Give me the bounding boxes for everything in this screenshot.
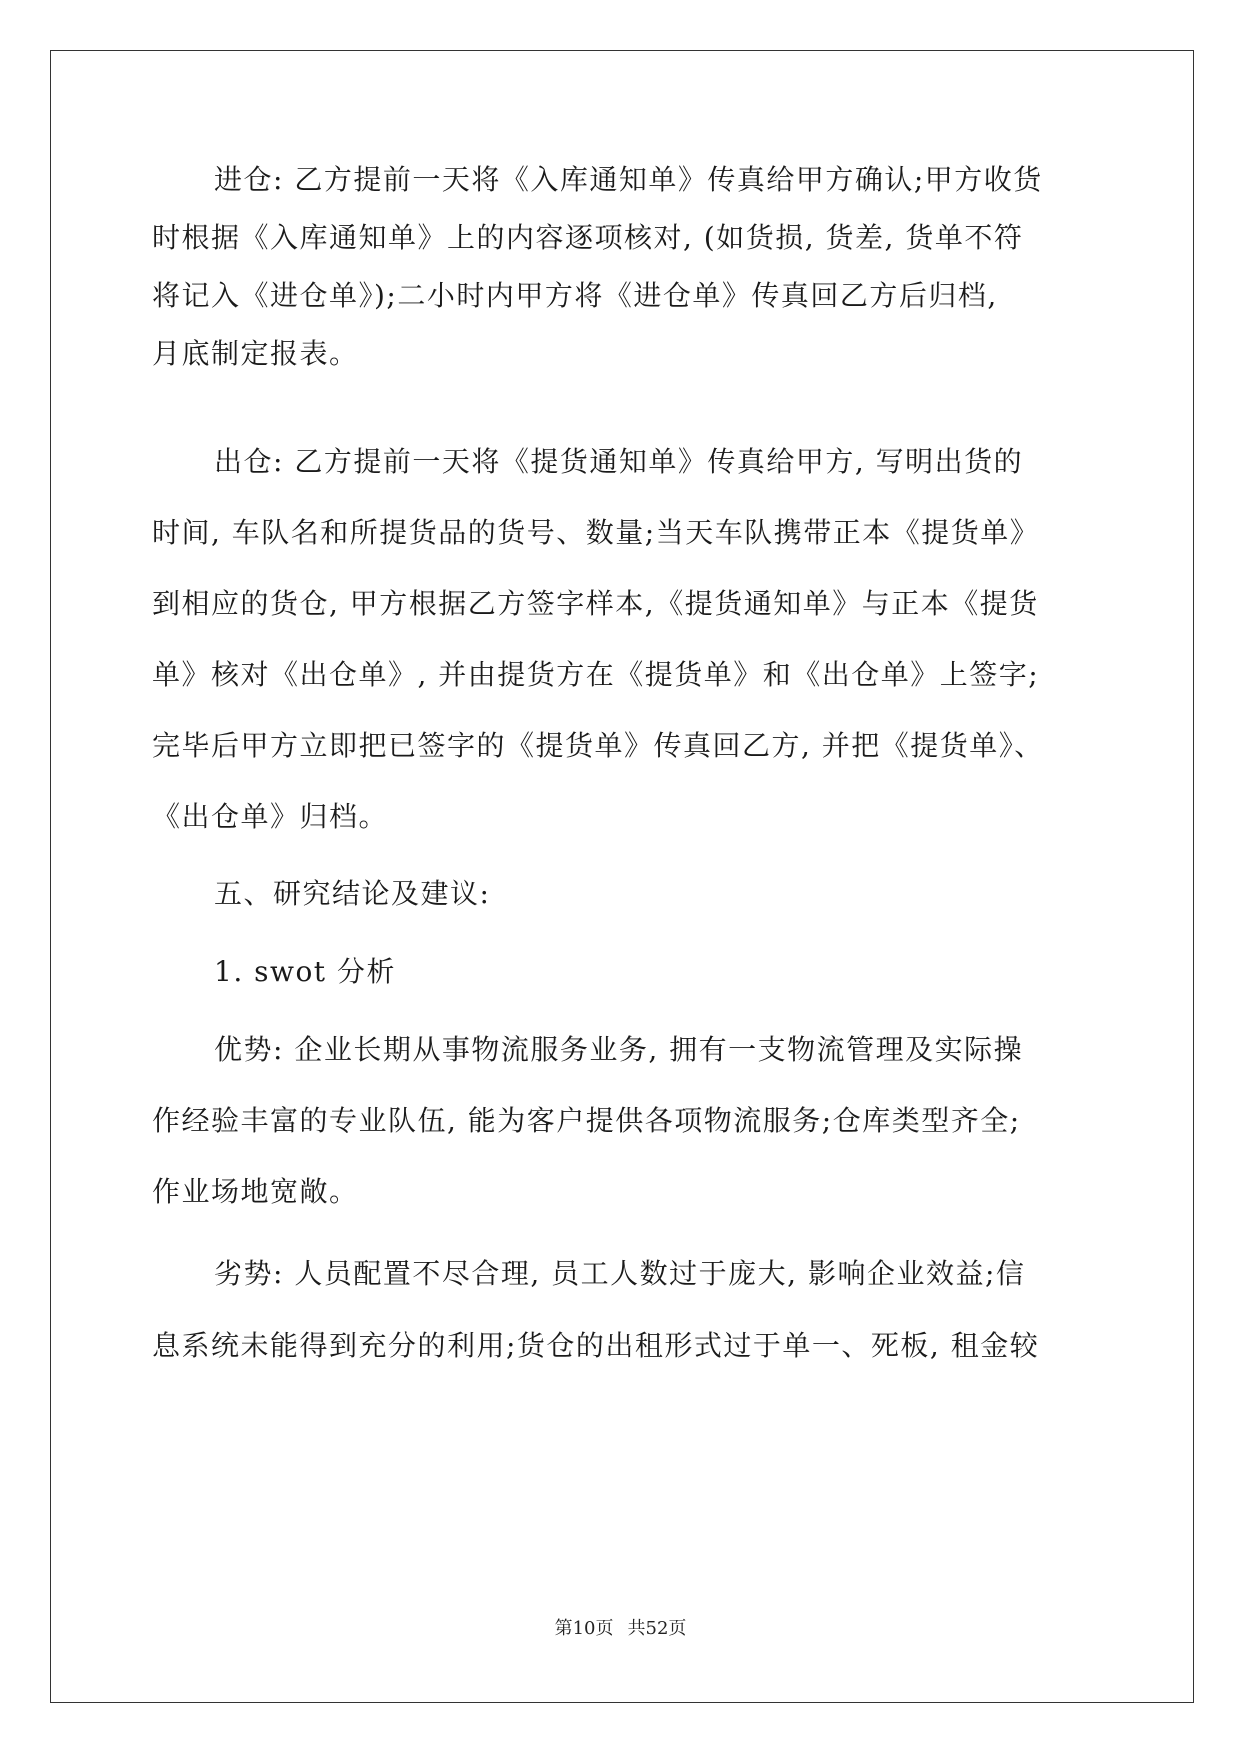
subsection-heading: 1. swot 分析 [214,955,396,988]
text-line: 优势: 企业长期从事物流服务业务, 拥有一支物流管理及实际操 [214,1033,1024,1066]
section-heading: 五、研究结论及建议: [214,877,491,910]
text-line: 出仓: 乙方提前一天将《提货通知单》传真给甲方, 写明出货的 [214,445,1024,478]
text-line: 作经验丰富的专业队伍, 能为客户提供各项物流服务;仓库类型齐全; [152,1104,1021,1137]
page-number-total: 共52页 [627,1618,687,1639]
text-line: 作业场地宽敞。 [152,1175,359,1208]
text-line: 息系统未能得到充分的利用;货仓的出租形式过于单一、死板, 租金较 [152,1329,1040,1362]
text-line: 单》核对《出仓单》, 并由提货方在《提货单》和《出仓单》上签字; [152,658,1040,691]
text-line: 完毕后甲方立即把已签字的《提货单》传真回乙方, 并把《提货单》、 [152,729,1044,762]
page-number-current: 第10页 [554,1618,614,1639]
text-line: 时根据《入库通知单》上的内容逐项核对, (如货损, 货差, 货单不符 [152,221,1024,254]
text-line: 劣势: 人员配置不尽合理, 员工人数过于庞大, 影响企业效益;信 [214,1257,1026,1290]
page-footer [0,1617,1241,1641]
text-line: 到相应的货仓, 甲方根据乙方签字样本,《提货通知单》与正本《提货 [152,587,1039,620]
text-line: 月底制定报表。 [152,337,359,370]
text-line: 将记入《进仓单》);二小时内甲方将《进仓单》传真回乙方后归档, [152,279,998,312]
text-line: 《出仓单》归档。 [152,800,389,833]
text-line: 时间, 车队名和所提货品的货号、数量;当天车队携带正本《提货单》 [152,516,1040,549]
text-line: 进仓: 乙方提前一天将《入库通知单》传真给甲方确认;甲方收货 [214,163,1043,196]
